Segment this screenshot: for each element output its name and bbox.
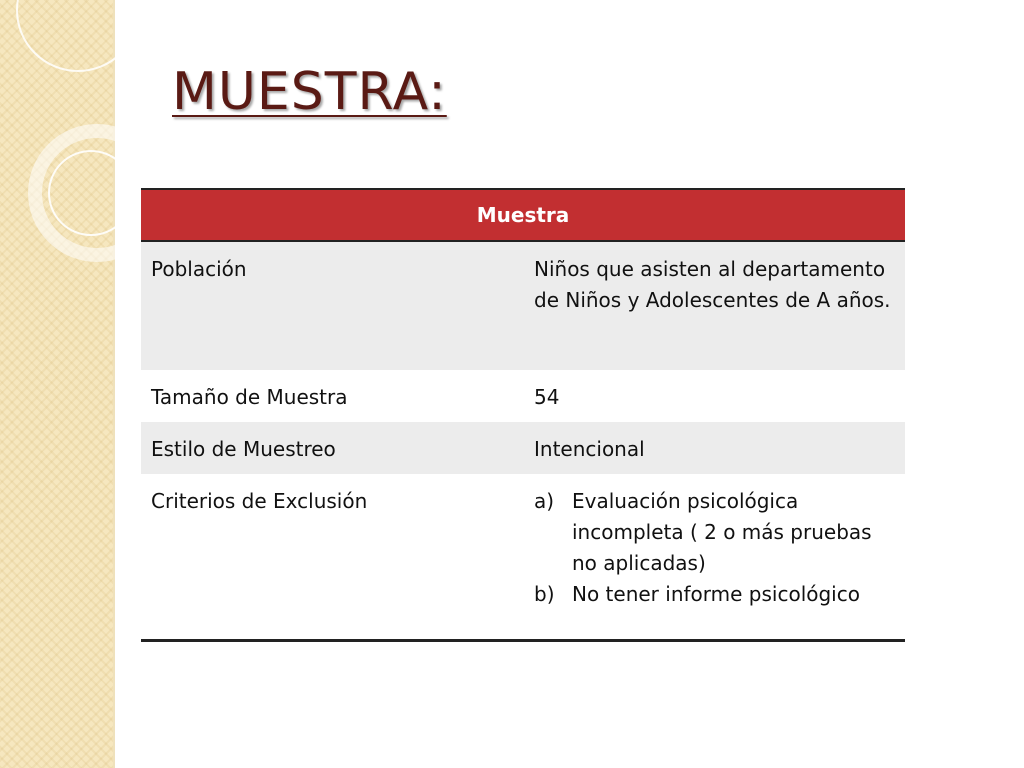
table-row-tamano bbox=[141, 370, 905, 422]
row-value: Intencional bbox=[513, 422, 905, 474]
table-row-estilo bbox=[141, 422, 905, 474]
table-header-row bbox=[141, 189, 905, 241]
row-label: Tamaño de Muestra bbox=[141, 370, 513, 422]
table-row-criterios bbox=[141, 474, 905, 641]
sample-table bbox=[141, 188, 905, 642]
table-row-poblacion bbox=[141, 241, 905, 370]
decorative-side-panel bbox=[0, 0, 115, 768]
row-value bbox=[513, 474, 905, 641]
list-marker: b) bbox=[534, 582, 555, 606]
row-label: Estilo de Muestreo bbox=[141, 422, 513, 474]
slide-title: MUESTRA: bbox=[172, 62, 447, 122]
list-item bbox=[534, 579, 895, 610]
row-value: 54 bbox=[513, 370, 905, 422]
row-label: Población bbox=[141, 241, 513, 370]
list-item bbox=[534, 486, 895, 579]
list-item-text: No tener informe psicológico bbox=[572, 582, 860, 606]
table-header: Muestra bbox=[141, 189, 905, 241]
row-value: Niños que asisten al departamento de Niños y Adolescentes de A años. bbox=[513, 241, 905, 370]
exclusion-criteria-list bbox=[534, 486, 895, 610]
list-item-text: Evaluación psicológica incompleta ( 2 o más pruebas no aplicadas) bbox=[572, 489, 872, 575]
decorative-ring bbox=[16, 0, 140, 72]
row-label: Criterios de Exclusión bbox=[141, 474, 513, 641]
decorative-ring bbox=[48, 150, 134, 236]
list-marker: a) bbox=[534, 489, 555, 513]
